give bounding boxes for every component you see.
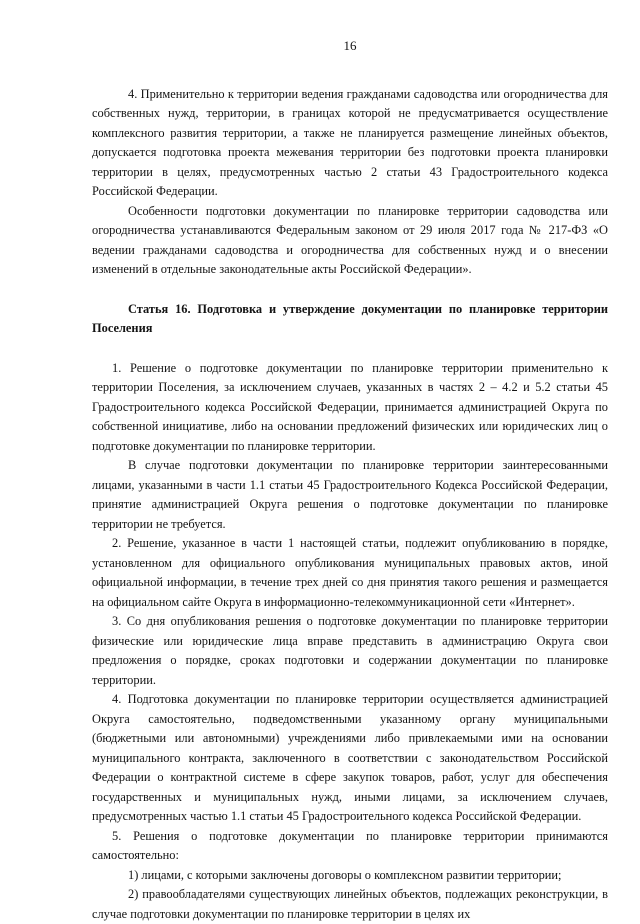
paragraph-item-5: 5. Решения о подготовке документации по планировке территории принимаются самостоятельно: xyxy=(92,828,608,862)
paragraph-subitem-2: 2) правообладателями существующих линейных объектов, подлежащих реконструкции, в случае подготовки документации по планировке территории в целях их xyxy=(92,887,608,921)
paragraph-part-4: 4. Применительно к территории ведения гражданами садоводства или огородничества для собственных нужд, территории, в границах которой не предусматривается осуществление комплексного развития территории, а также не планируется размещение линейных объектов, допускается подготовка проекта межевания территории без подготовки проекта планировки территории в целях, предусмотренных частью 2 статьи 43 Градостроительного кодекса Российской Федерации. xyxy=(92,86,608,198)
paragraph-item-4: 4. Подготовка документации по планировке территории осуществляется администрацией Округа самостоятельно, подведомственными указанному органу муниципальными (бюджетными или автономными) учреждениями либо привлекаемыми ими на основании муниципального контракта, заключенного в соответствии с законодательством Российской Федерации о контрактной системе в сфере закупок товаров, работ, услуг для обеспечения государственных и муниципальных нужд, иными лицами, за исключением случаев, предусмотренных частью 1.1 статьи 45 Градостроительного кодекса Российской Федерации. xyxy=(92,692,608,823)
page-number: 16 xyxy=(343,38,357,53)
paragraph-gardening-features: Особенности подготовки документации по планировке территории садоводства или огородничества устанавливаются Федеральным законом от 29 июля 2017 года № 217-ФЗ «О ведении гражданами садоводства и огородничества для собственных нужд и о внесении изменений в отдельные законодательные акты Российской Федерации». xyxy=(92,203,608,276)
article-16-heading: Статья 16. Подготовка и утверждение документации по планировке территории Поселения xyxy=(92,301,608,335)
paragraph-item-1: 1. Решение о подготовке документации по планировке территории применительно к территории Поселения, за исключением случаев, указанных в частях 2 – 4.2 и 5.2 статьи 45 Градостроительного кодекса Российской Федерации, принимается администрацией Округа по собственной инициативе, либо на основании предложений физических или юридических лиц о подготовке документации по планировке территории. xyxy=(92,360,608,453)
paragraph-item-2: 2. Решение, указанное в части 1 настоящей статьи, подлежит опубликованию в порядке, установленном для официального опубликования муниципальных правовых актов, иной официальной информации, в течение трех дней со дня принятия такого решения и размещается на официальном сайте Округа в информационно-телекоммуникационной сети «Интернет». xyxy=(92,536,608,609)
paragraph-subitem-1: 1) лицами, с которыми заключены договоры о комплексном развитии территории; xyxy=(128,867,562,882)
paragraph-interested-persons: В случае подготовки документации по планировке территории заинтересованными лицами, указанными в части 1.1 статьи 45 Градостроительного Кодекса Российской Федерации, принятие администрацией Округа решения о подготовке документации по планировке территории не требуется. xyxy=(92,458,608,531)
paragraph-item-3: 3. Со дня опубликования решения о подготовке документации по планировке территории физические или юридические лица вправе представить в администрацию Округа свои предложения о порядке, сроках подготовки и содержании документации по планировке территории. xyxy=(92,614,608,687)
